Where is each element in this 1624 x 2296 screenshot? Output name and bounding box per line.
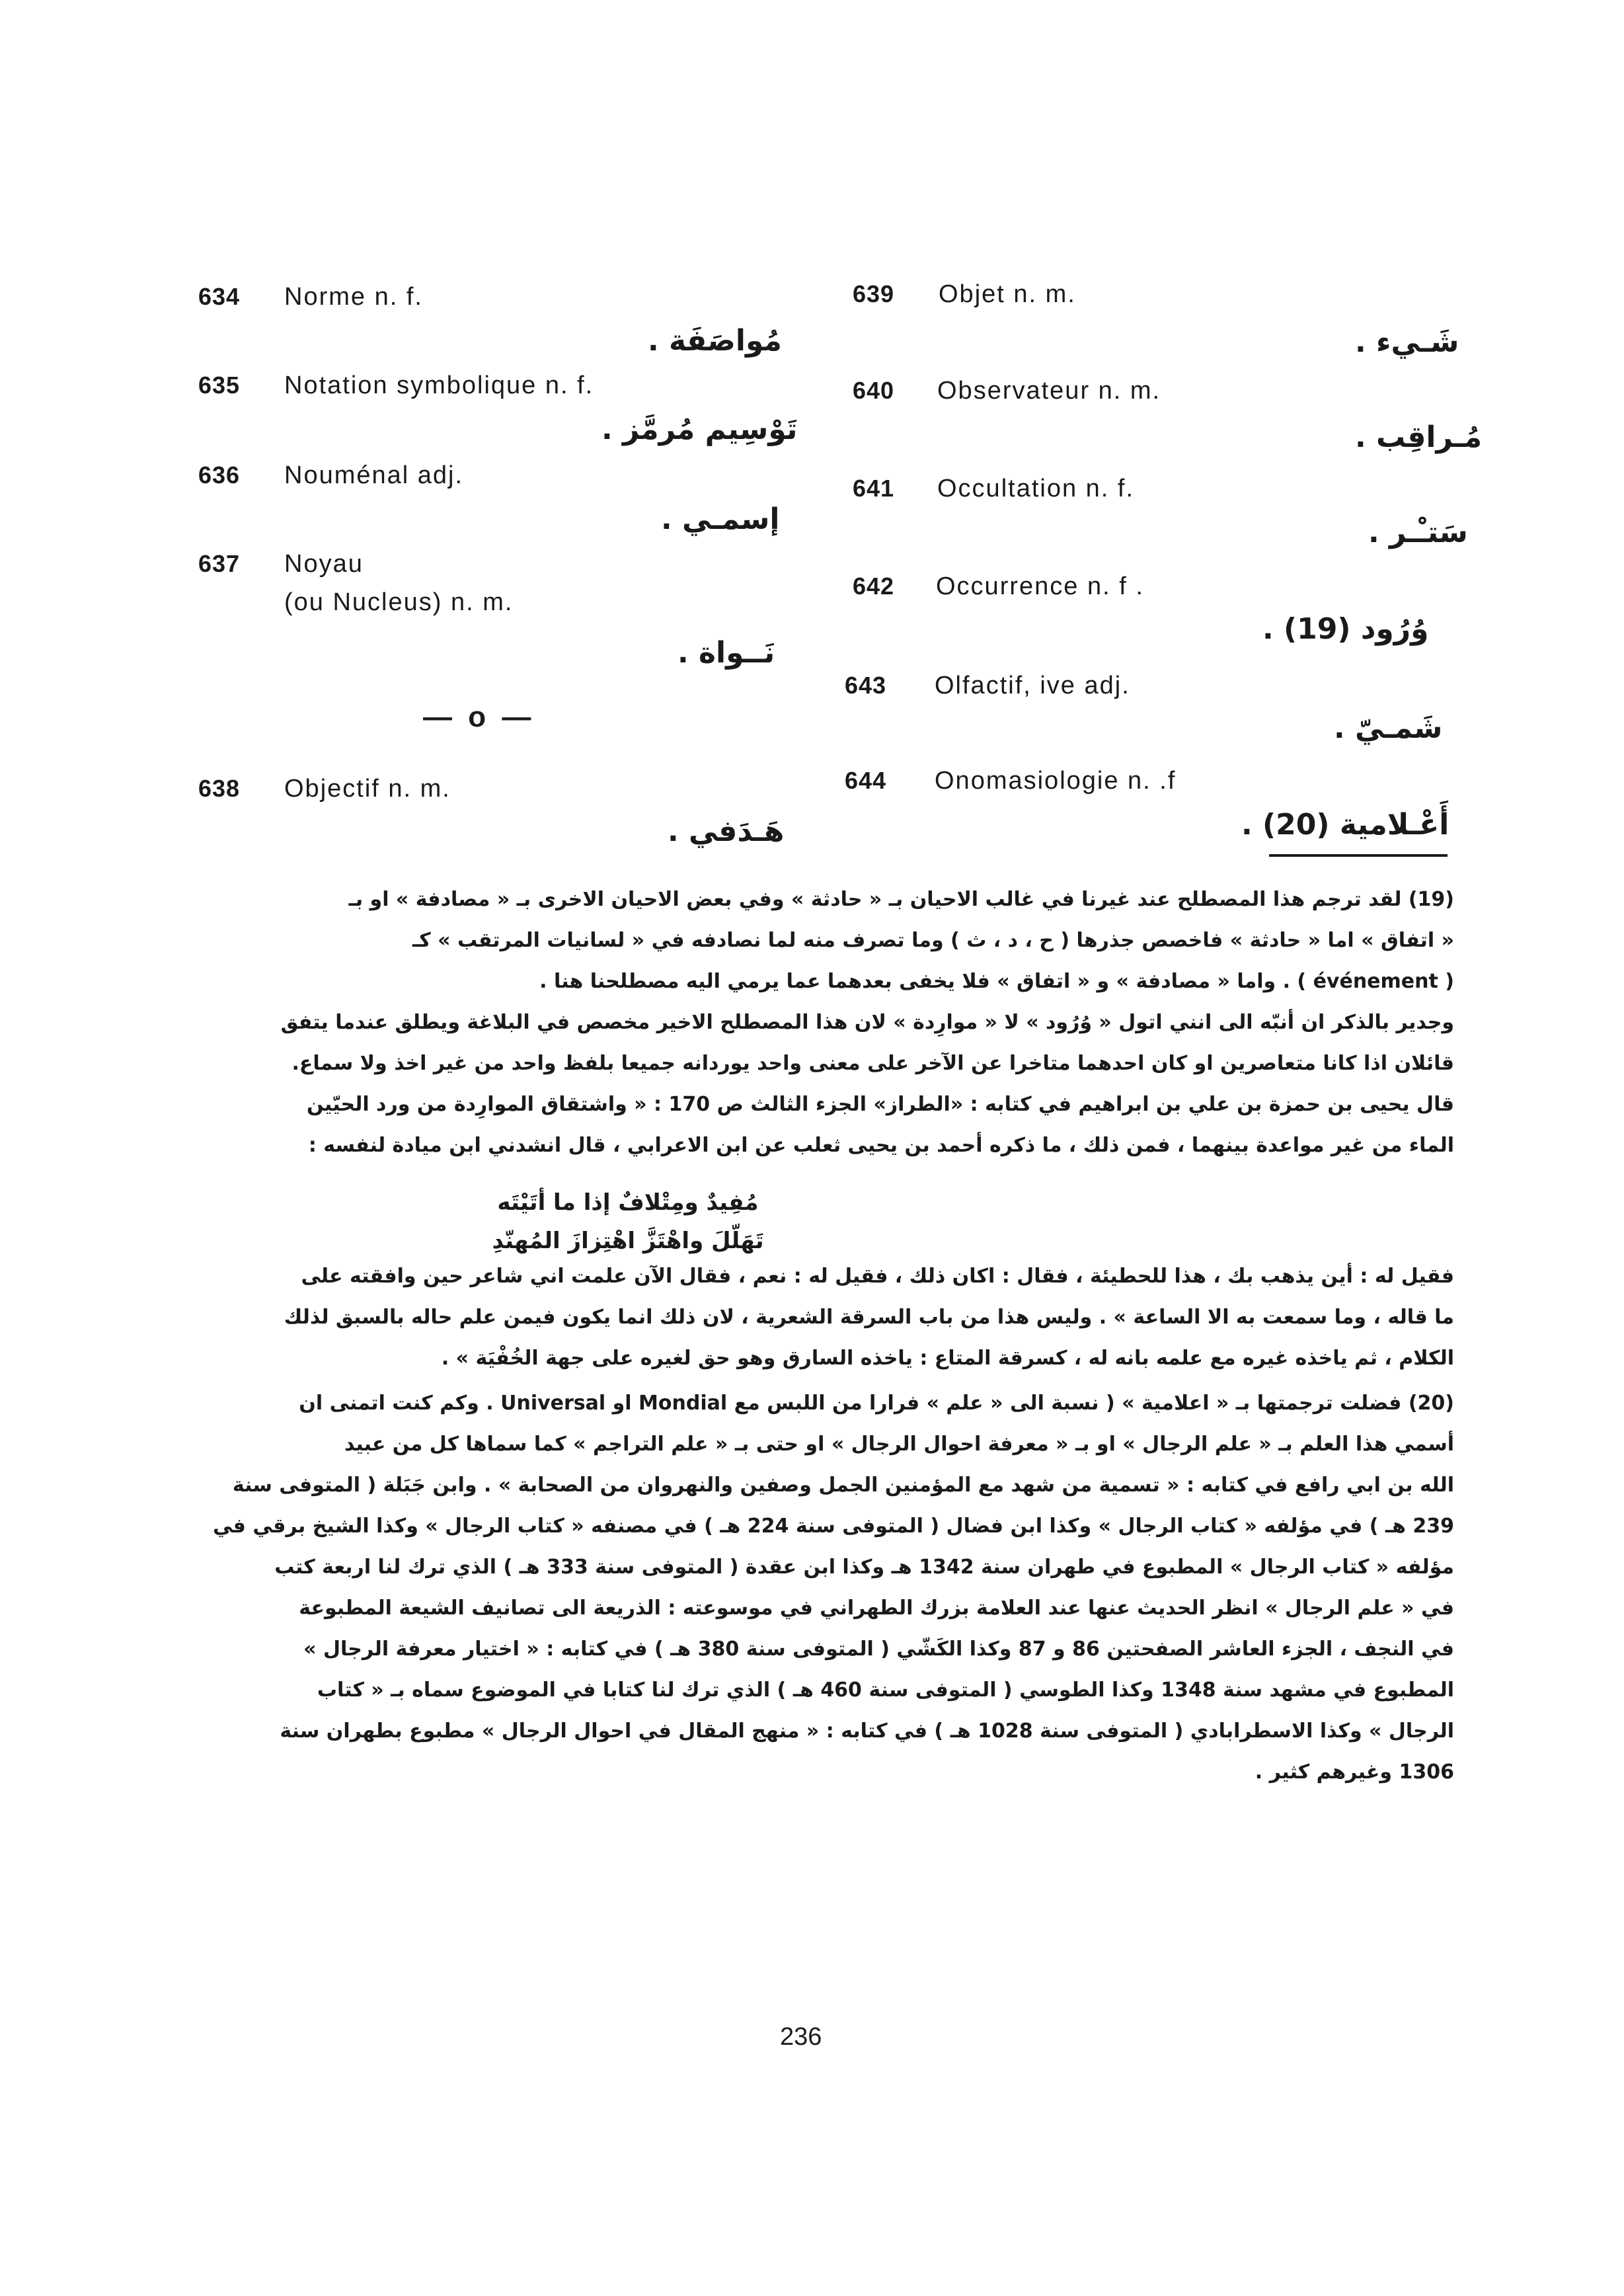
section-divider: — o — <box>423 701 535 733</box>
footnote-line: « اتفاق » اما « حادثة » فاخصص جذرها ( ح ، د ، ث ) وما تصرف منه لما نصادفه في « لسانيات المرتقب » كـ <box>412 929 1454 952</box>
entry-number: 644 <box>845 767 887 794</box>
entry-number: 635 <box>198 372 241 399</box>
entry-term: Occurrence n. f . <box>936 573 1144 600</box>
footnote-line: أسمي هذا العلم بـ « علم الرجال » او بـ « معرفة احوال الرجال » او حتى بـ « علم التراجم » كما سماها كل من عبيد <box>344 1433 1454 1456</box>
entry-term-continued: (ou Nucleus) n. m. <box>284 588 514 616</box>
footnote-line: المطبوع في مشهد سنة 1348 وكذا الطوسي ( المتوفى سنة 460 هـ ) الذي ترك لنا كتابا في الموضوع سماه بـ « كتاب <box>317 1679 1454 1702</box>
footnote-line: 1306 وغيرهم كثير . <box>1255 1761 1454 1784</box>
entry-term: Notation symbolique n. f. <box>284 372 594 399</box>
entry-arabic: شَـيء . <box>1355 325 1459 359</box>
entry-arabic: شَمـيّ . <box>1334 711 1443 745</box>
entry-term: Objet n. m. <box>939 280 1076 308</box>
footnote-line: (19) لقد ترجم هذا المصطلح عند غيرنا في غالب الاحيان بـ « حادثة » وفي بعض الاحيان الاخرى بـ « مصادفة » او بـ <box>348 888 1454 911</box>
footnote-line: الرجال » وكذا الاسطرابادي ( المتوفى سنة 1028 هـ ) في كتابه : « منهج المقال في احوال الرجال » مطبوع بطهران سنة <box>280 1720 1454 1743</box>
verse-line-1: مُفِيدٌ ومِتْلافٌ إذا ما أتَيْتَه <box>497 1189 759 1216</box>
footnote-line: الكلام ، ثم ياخذه غيره مع علمه بانه له ، كسرقة المتاع : ياخذه السارق وهو حق لغيره على جهة الخُفْيَة » . <box>441 1347 1454 1370</box>
footnote-line: ( événement ) . واما « مصادفة » و « اتفاق » فلا يخفى بعدهما عما يرمي اليه مصطلحنا هنا . <box>539 970 1454 993</box>
entry-number: 640 <box>853 377 895 404</box>
poem-verse <box>463 1183 793 1260</box>
entry-arabic: سَتـْـر . <box>1368 516 1468 549</box>
entry-term: Observateur n. m. <box>937 377 1161 405</box>
footnote-20 <box>178 1383 1454 1793</box>
entry-number: 638 <box>198 775 241 802</box>
entry-number: 634 <box>198 283 241 310</box>
footnote-line: مؤلفه « كتاب الرجال » المطبوع في طهران سنة 1342 هـ وكذا ابن عقدة ( المتوفى سنة 333 هـ ) الذي ترك لنا اربعة كتب <box>274 1556 1454 1579</box>
footnote-19 <box>178 879 1454 1166</box>
entry-arabic: تَوْسِيم مُرمَّز . <box>601 413 798 446</box>
entry-term: Olfactif, ive adj. <box>935 672 1130 699</box>
entry-term: Nouménal adj. <box>284 461 464 489</box>
entry-arabic: إسمـي . <box>661 502 780 536</box>
footnote-line: وجدير بالذكر ان أنبّه الى انني اتول « وُرُود » لا « موارِدة » لان هذا المصطلح الاخير مخصص في البلاغة ويطلق عندما يتفق <box>280 1011 1454 1034</box>
verse-line-2: تَهَلّلَ واهْتَزَّ اهْتِزازَ المُهنّدِ <box>492 1228 764 1254</box>
entry-number: 642 <box>853 573 895 600</box>
footnote-line: قال يحيى بن حمزة بن علي بن ابراهيم في كتابه : «الطراز» الجزء الثالث ص 170 : « واشتقاق الموارِدة من ورد الحيّين <box>306 1093 1454 1116</box>
footnote-19-continued <box>178 1256 1454 1379</box>
entry-term: Noyau <box>284 550 364 578</box>
footnote-line: ما قاله ، وما سمعت به الا الساعة » . وليس هذا من باب السرقة الشعرية ، لان ذلك انما يكون فيمن علم حاله بالسبق لذلك <box>284 1306 1454 1329</box>
entry-number: 641 <box>853 475 895 502</box>
entry-arabic: مُـراقِب . <box>1355 420 1483 454</box>
footnote-line: (20) فضلت ترجمتها بـ « اعلامية » ( نسبة الى « علم » فرارا من اللبس مع Mondial او Universal . وكم كنت اتمنى ان <box>299 1392 1454 1415</box>
entry-arabic: أَعْـلامية (20) . <box>1241 808 1450 842</box>
entry-number: 636 <box>198 461 241 489</box>
entry-term: Norme n. f. <box>284 283 423 311</box>
entry-arabic: مُواصَفَة . <box>648 324 782 358</box>
entry-arabic: وُرُود (19) . <box>1262 612 1429 646</box>
footnote-line: في النجف ، الجزء العاشر الصفحتين 86 و 87 وكذا الكَشّي ( المتوفى سنة 380 هـ ) في كتابه : « اختيار معرفة الرجال » <box>303 1638 1454 1661</box>
entry-term: Occultation n. f. <box>937 475 1135 502</box>
entry-number: 637 <box>198 550 241 577</box>
footnote-line: الله بن ابي رافع في كتابه : « تسمية من شهد مع المؤمنين الجمل وصفين والنهروان من الصحابة » . وابن جَبَلة ( المتوفى سنة <box>232 1474 1454 1497</box>
entry-arabic: هَـدَفي . <box>668 814 785 848</box>
entry-term: Objectif n. m. <box>284 775 451 803</box>
entry-arabic: نَــواة . <box>677 636 775 670</box>
footnote-line: قائلان اذا كانا متعاصرين او كان احدهما متاخرا عن الآخر على معنى واحد يوردانه جميعا بلفظ واحد من غير اخذ ولا سماع. <box>291 1052 1454 1075</box>
entry-term: Onomasiologie n. .f <box>935 767 1177 795</box>
footnote-line: 239 هـ ) في مؤلفه « كتاب الرجال » وكذا ابن فضال ( المتوفى سنة 224 هـ ) في مصنفه « كتاب الرجال » وكذا الشيخ برقي في <box>212 1515 1454 1538</box>
entry-number: 639 <box>853 280 895 307</box>
page-number: 236 <box>780 2023 822 2051</box>
footnote-line: الماء من غير مواعدة بينهما ، فمن ذلك ، ما ذكره أحمد بن يحيى ثعلب عن ابن الاعرابي ، قال انشدني ابن ميادة لنفسه : <box>308 1134 1454 1157</box>
footnote-separator <box>1269 854 1448 857</box>
footnote-line: في « علم الرجال » انظر الحديث عنها عند العلامة بزرك الطهراني في موسوعته : الذريعة الى تصانيف الشيعة المطبوعة <box>299 1597 1454 1620</box>
footnote-line: فقيل له : أين يذهب بك ، هذا للحطيئة ، فقال : اكان ذلك ، فقيل له : نعم ، فقال الآن علمت اني شاعر حين وافقته على <box>301 1265 1454 1288</box>
entry-number: 643 <box>845 672 887 699</box>
